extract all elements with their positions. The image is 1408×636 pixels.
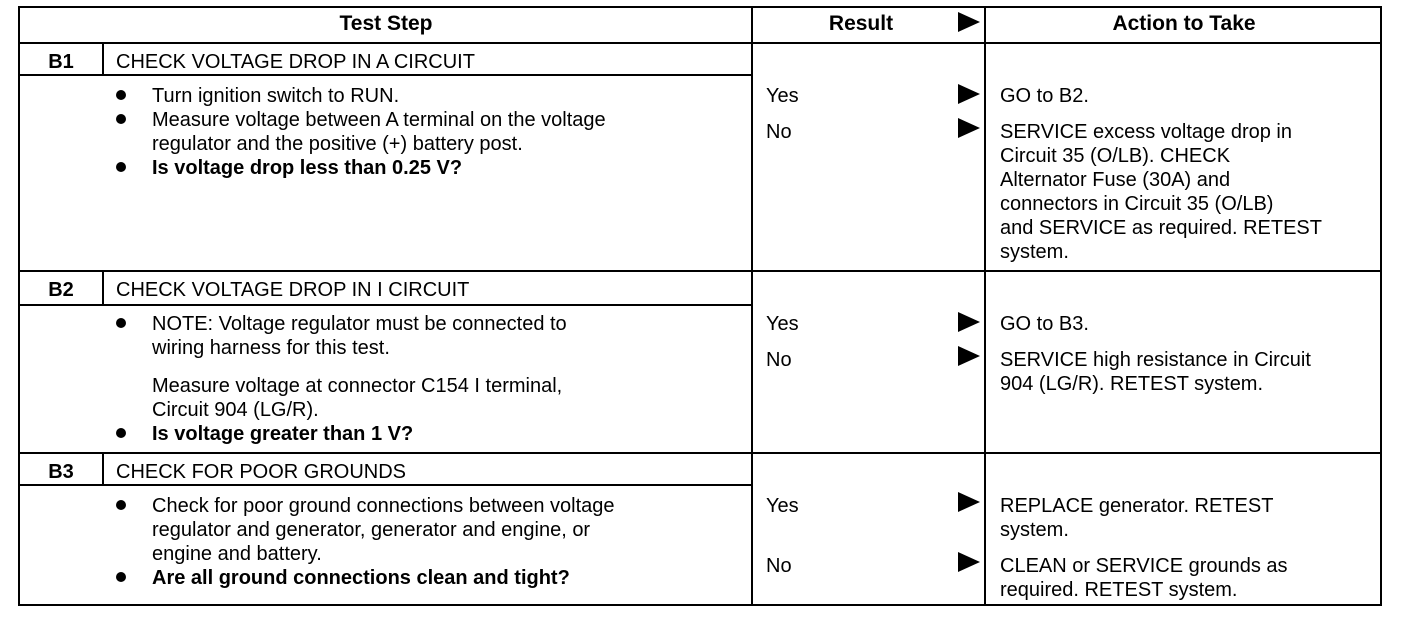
action-line: GO to B3. — [1000, 313, 1089, 335]
action-line: Alternator Fuse (30A) and — [1000, 169, 1231, 191]
action-line: Circuit 35 (O/LB). CHECK — [1000, 145, 1231, 167]
action-line: SERVICE excess voltage drop in — [1000, 121, 1293, 143]
instruction-line: Check for poor ground connections between voltage — [152, 495, 615, 517]
instruction-line: NOTE: Voltage regulator must be connected to — [152, 313, 567, 335]
action-line: and SERVICE as required. RETEST — [1000, 217, 1322, 239]
step-title-b1: CHECK VOLTAGE DROP IN A CIRCUIT — [116, 51, 475, 73]
bullet-icon — [116, 318, 126, 328]
instruction-line: regulator and the positive (+) battery post. — [152, 133, 523, 155]
header-divider — [20, 42, 1382, 44]
action-line: connectors in Circuit 35 (O/LB) — [1000, 193, 1274, 215]
bullet-icon — [116, 90, 126, 100]
step-id-divider-b2 — [102, 272, 104, 304]
bullet-icon — [116, 114, 126, 124]
arrow-icon — [958, 118, 980, 138]
divider-result-action — [984, 8, 986, 606]
instruction-line: wiring harness for this test. — [152, 337, 390, 359]
action-line: required. RETEST system. — [1000, 579, 1238, 601]
action-line: GO to B2. — [1000, 85, 1089, 107]
result-yes: Yes — [766, 85, 799, 107]
step-id-divider-b3 — [102, 454, 104, 486]
arrow-icon — [958, 552, 980, 572]
header-action: Action to Take — [1112, 12, 1256, 35]
bullet-icon — [116, 428, 126, 438]
instruction-line: Circuit 904 (LG/R). — [152, 399, 319, 421]
instruction-line: engine and battery. — [152, 543, 322, 565]
instruction-line: Measure voltage at connector C154 I terminal, — [152, 375, 563, 397]
result-no: No — [766, 121, 792, 143]
bullet-icon — [116, 500, 126, 510]
instruction-question: Are all ground connections clean and tight? — [152, 567, 570, 589]
instruction-line: regulator and generator, generator and engine, or — [152, 519, 591, 541]
arrow-icon — [958, 492, 980, 512]
step-title-divider-b1 — [20, 74, 751, 76]
step-title-divider-b2 — [20, 304, 751, 306]
action-line: REPLACE generator. RETEST — [1000, 495, 1274, 517]
action-line: SERVICE high resistance in Circuit — [1000, 349, 1311, 371]
arrow-icon — [958, 84, 980, 104]
action-line: CLEAN or SERVICE grounds as — [1000, 555, 1288, 577]
header-test-step: Test Step — [339, 12, 433, 35]
step-title-b3: CHECK FOR POOR GROUNDS — [116, 461, 407, 483]
result-yes: Yes — [766, 313, 799, 335]
diagnostic-table — [18, 6, 1382, 606]
action-line: 904 (LG/R). RETEST system. — [1000, 373, 1264, 395]
step-id-b2: B2 — [48, 279, 74, 301]
step-id-divider-b1 — [102, 44, 104, 76]
arrow-icon — [958, 346, 980, 366]
action-line: system. — [1000, 241, 1069, 263]
header-result: Result — [828, 12, 894, 35]
result-no: No — [766, 349, 792, 371]
instruction-question: Is voltage greater than 1 V? — [152, 423, 414, 445]
instruction-line: Measure voltage between A terminal on the voltage — [152, 109, 606, 131]
step-id-b1: B1 — [48, 51, 74, 73]
step-title-divider-b3 — [20, 484, 751, 486]
bullet-icon — [116, 572, 126, 582]
step-id-b3: B3 — [48, 461, 74, 483]
instruction-question: Is voltage drop less than 0.25 V? — [152, 157, 463, 179]
arrow-icon — [958, 312, 980, 332]
step-title-b2: CHECK VOLTAGE DROP IN I CIRCUIT — [116, 279, 470, 301]
result-no: No — [766, 555, 792, 577]
result-yes: Yes — [766, 495, 799, 517]
row-divider-b1 — [20, 270, 1382, 272]
row-divider-b2 — [20, 452, 1382, 454]
instruction-line: Turn ignition switch to RUN. — [152, 85, 400, 107]
header-arrow-icon — [958, 12, 980, 32]
action-line: system. — [1000, 519, 1069, 541]
bullet-icon — [116, 162, 126, 172]
